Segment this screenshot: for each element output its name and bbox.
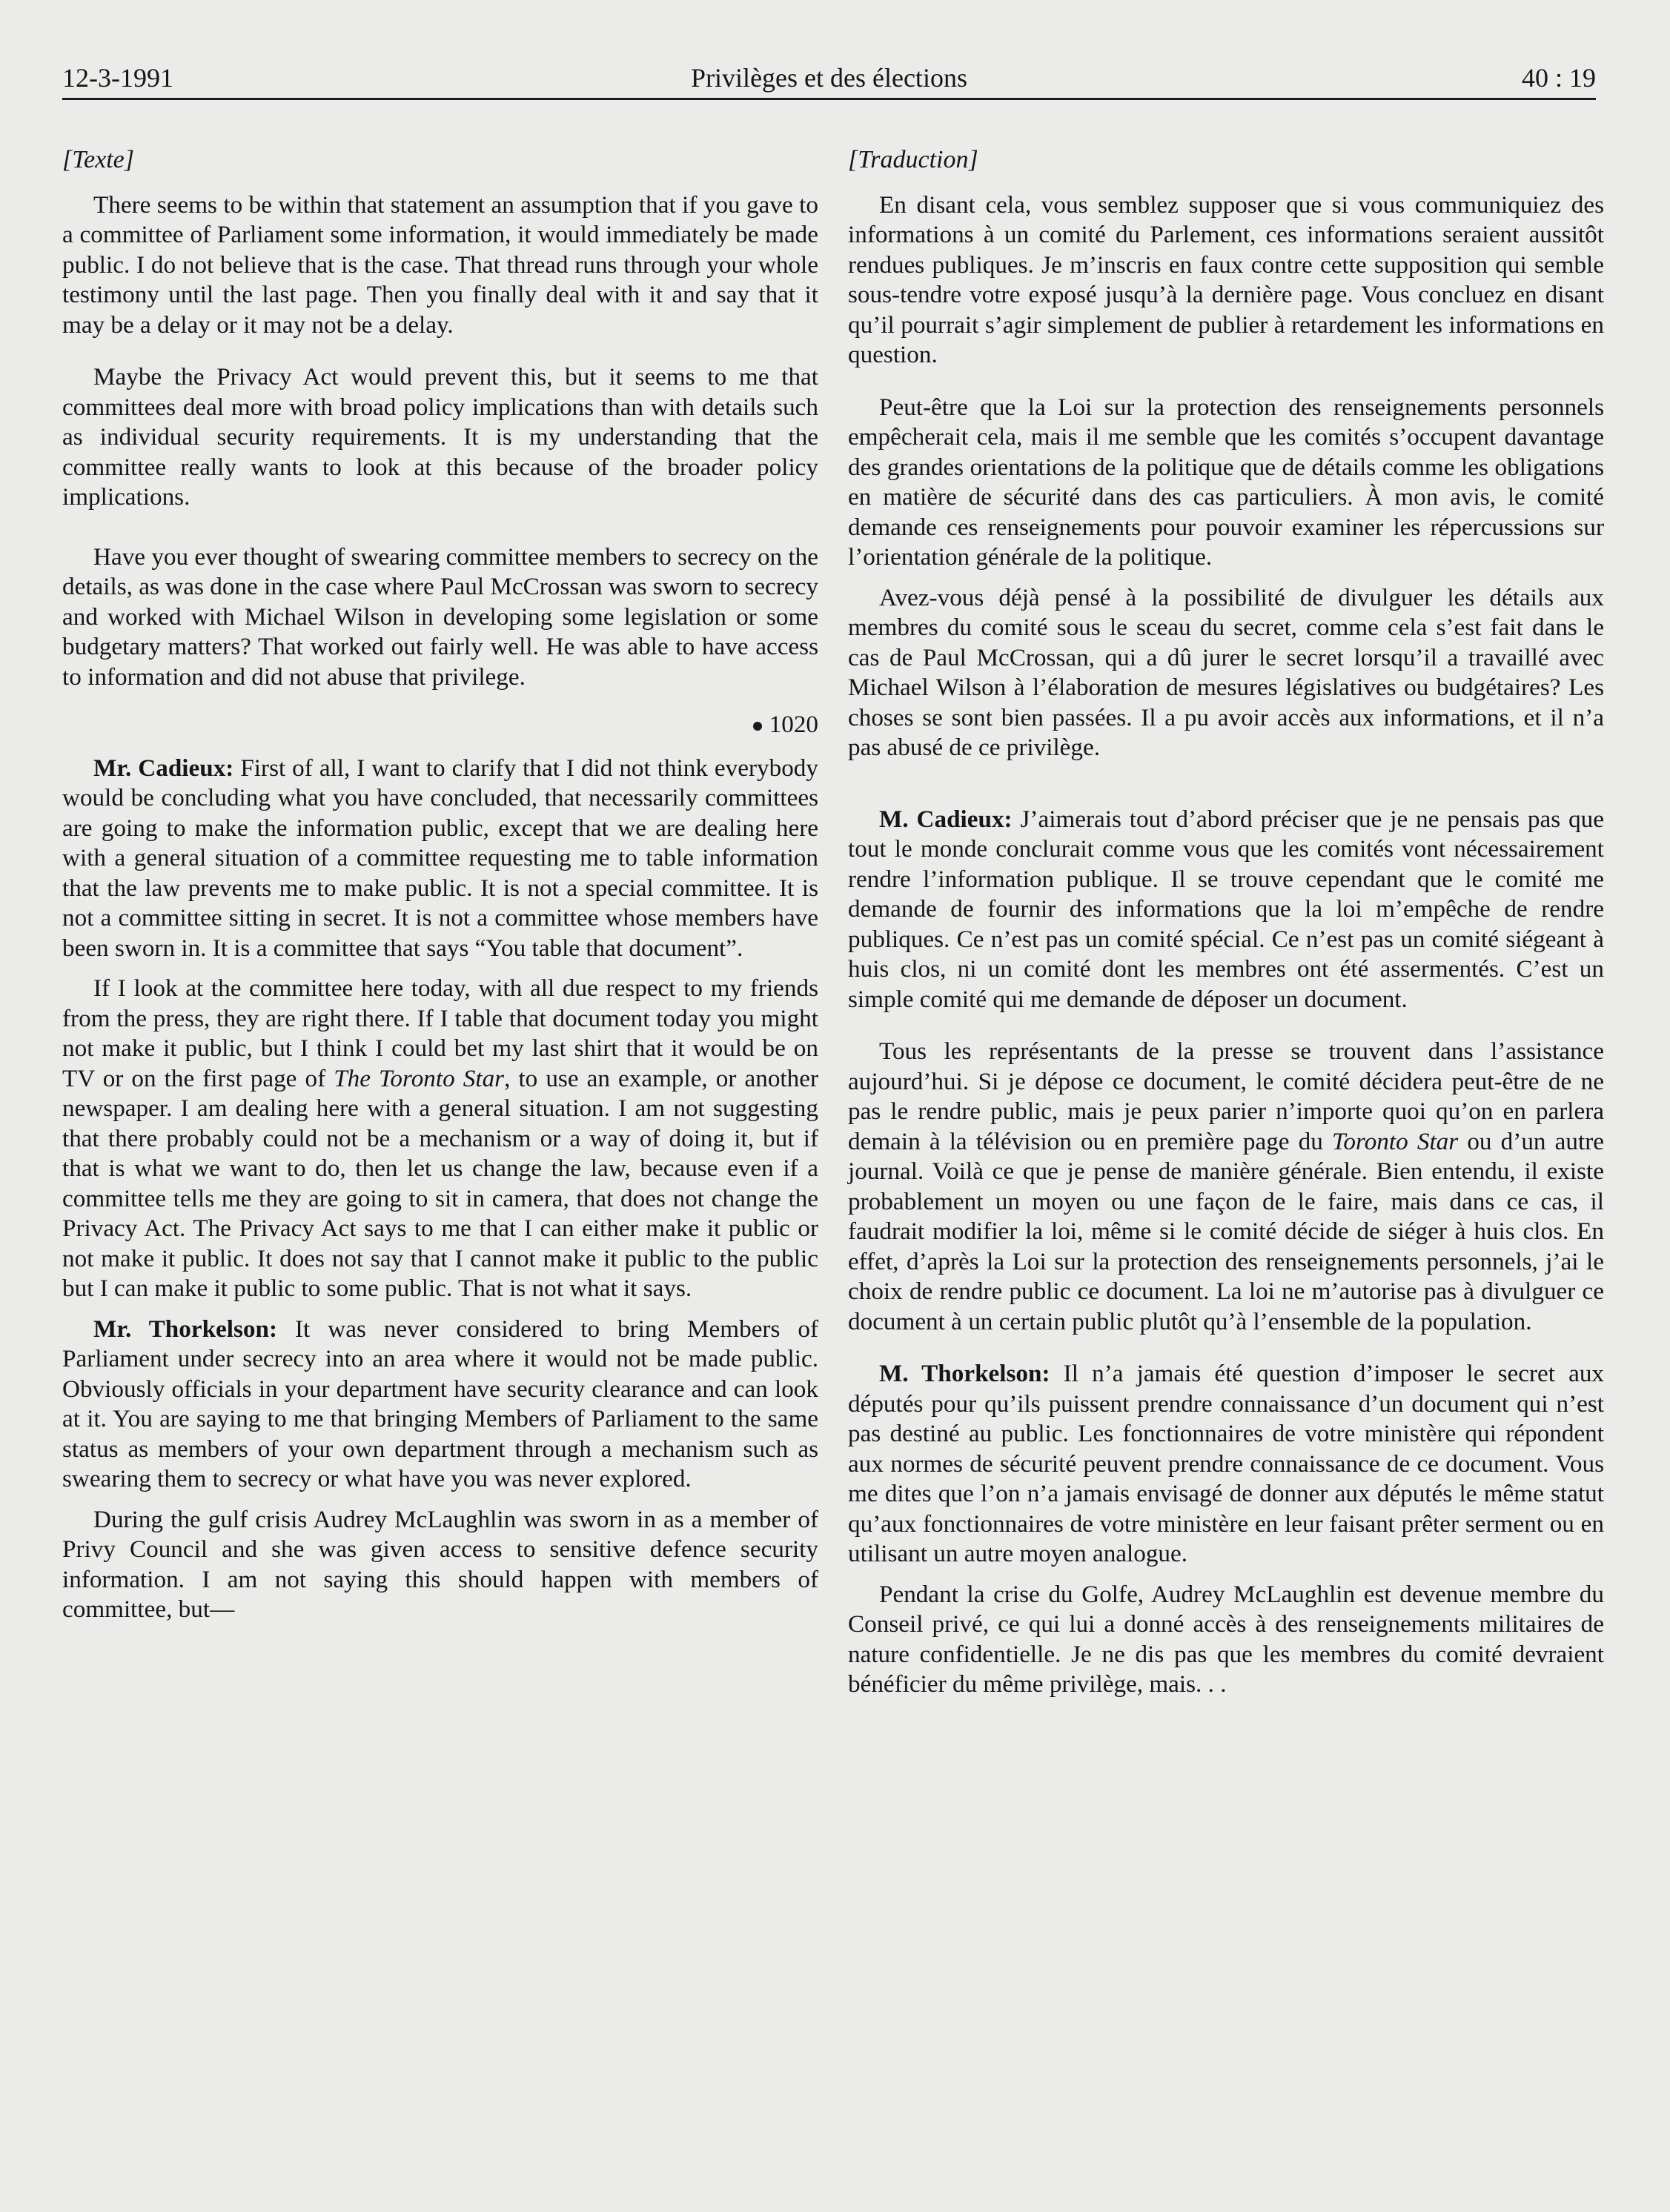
newspaper-title: Toronto Star — [1332, 1127, 1459, 1155]
paragraph — [848, 1359, 1604, 1570]
speech-text: It was never considered to bring Members of Parliament under secrecy into an area where it would not be made public. Obviously officials in your department have security clearance and can look at it. You are saying to me that bringing Members of Parliament to the same status as members of your own department through a mechanism such as swearing them to secrecy or what have you was never explored. — [62, 1315, 819, 1492]
paragraph: During the gulf crisis Audrey McLaughlin was sworn in as a member of Privy Council and she was given access to sensitive defence security information. I am not saying this should happen with members of committee, but— — [62, 1505, 818, 1623]
paragraph — [62, 1315, 818, 1495]
bullet-icon — [753, 722, 762, 731]
speech-text: ou d’un autre journal. Voilà ce que je pense de manière générale. Bien entendu, il existe probablement un moyen ou une façon de le faire, mais dans ce cas, il faudrait modifier la loi, même si le comité décide de siéger à huis clos. En effet, d’après la Loi sur la protection des renseignements personnels, j’ai le choix de rendre public ce document. La loi ne m’autorise pas à divulguer ce document à un certain public plutôt qu’à l’ensemble de la population. — [848, 1127, 1604, 1335]
header-page-number: 40 : 19 — [1521, 63, 1596, 93]
paragraph — [848, 1037, 1604, 1337]
speech-text: Tous les représentants de la presse se trouvent dans l’assistance aujourd’hui. Si je dépose ce document, le comité décidera peut-être de ne pas le rendre public, mais je peux parier n’importe quoi qu’on en parlera demain à la télévision ou en première page du — [848, 1037, 1604, 1155]
speaker-name: Mr. Cadieux: — [93, 754, 234, 782]
speech-text: J’aimerais tout d’abord préciser que je ne pensais pas que tout le monde conclurait comme vous que les comités vont nécessairement rendre l’information publique. Il se trouve cependant que le comité me demande de fournir des informations que la loi m’empêche de rendre publiques. Ce n’est pas un comité spécial. Ce n’est pas un comité siégeant à huis clos, ni un comité dont les membres ont été assermentés. C’est un simple comité qui me demande de déposer un document. — [848, 805, 1604, 1013]
english-column — [62, 145, 818, 1635]
french-column — [848, 145, 1604, 1710]
speech-text: First of all, I want to clarify that I did not think everybody would be concluding what you have concluded, that necessarily committees are going to make the information public, except that we are dealing here with a general situation of a committee requesting me to table information that the law prevents me to make public. It is not a special committee. It is not a committee sitting in secret. It is not a committee whose members have been sworn in. It is a committee that says “You table that document”. — [62, 754, 818, 962]
page-header — [62, 53, 1596, 100]
speaker-name: M. Cadieux: — [879, 805, 1013, 833]
header-title: Privilèges et des élections — [691, 63, 967, 93]
paragraph: Maybe the Privacy Act would prevent this, but it seems to me that committees deal more with broad policy implications than with details such as individual security requirements. It is my understanding that the committee really wants to look at this because of the broader policy implications. — [62, 363, 818, 511]
section-tag-traduction: [Traduction] — [848, 146, 978, 173]
speaker-name: Mr. Thorkelson: — [93, 1315, 278, 1343]
newspaper-title: The Toronto Star — [334, 1064, 505, 1092]
paragraph: En disant cela, vous semblez supposer que si vous communiquiez des informations à un comité du Parlement, ces informations seraient aussitôt rendues publiques. Je m’inscris en faux contre cette supposition qui semble sous-tendre votre exposé jusqu’à la dernière page. Vous concluez en disant qu’il pourrait s’agir simplement de publier à retardement les informations en question. — [848, 190, 1604, 368]
paragraph: Avez-vous déjà pensé à la possibilité de divulguer les détails aux membres du comité sous le sceau du secret, comme cela s’est fait dans le cas de Paul McCrossan, qui a dû jurer le secret lorsqu’il a travaillé avec Michael Wilson à l’élaboration de mesures législatives ou budgétaires? Les choses se sont bien passées. Il a pu avoir accès aux informations, et il n’a pas abusé de ce privilège. — [848, 583, 1604, 761]
header-date: 12-3-1991 — [62, 63, 173, 93]
speech-text: If I look at the committee here today, with all due respect to my friends from the press, they are right there. If I table that document today you might not make it public, but I think I could bet my last shirt that it would be on TV or on the first page of — [62, 974, 818, 1092]
section-tag-texte: [Texte] — [62, 146, 134, 173]
paragraph: Have you ever thought of swearing committee members to secrecy on the details, as was done in the case where Paul McCrossan was sworn to secrecy and worked with Michael Wilson in developing some legislation or some budgetary matters? That worked out fairly well. He was able to have access to information and did not abuse that privilege. — [62, 542, 818, 691]
speech-text: , to use an example, or another newspaper. I am dealing here with a general situation. I am not suggesting that there probably could not be a mechanism or a way of doing it, but if that is what we want to do, then let us change the law, because even if a committee tells me they are going to sit in camera, that does not change the Privacy Act. The Privacy Act says to me that I can either make it public or not make it public. It does not say that I cannot make it public to the public but I can make it public to some public. That is not what it says. — [62, 1064, 819, 1302]
paragraph — [62, 754, 818, 964]
timestamp — [62, 710, 818, 740]
paragraph: There seems to be within that statement an assumption that if you gave to a committee of Parliament some information, it would immediately be made public. I do not believe that is the case. That thread runs through your whole testimony until the last page. Then you finally deal with it and say that it may be a delay or it may not be a delay. — [62, 190, 818, 339]
paragraph: Pendant la crise du Golfe, Audrey McLaughlin est devenue membre du Conseil privé, ce qui lui a donné accès à des renseignements militaires de nature confidentielle. Je ne dis pas que les membres du comité devraient bénéficier du même privilège, mais. . . — [848, 1580, 1604, 1698]
speech-text: Il n’a jamais été question d’imposer le secret aux députés pour qu’ils puissent prendre connaissance d’un document qui n’est pas destiné au public. Les fonctionnaires de votre ministère qui répondent aux normes de sécurité peuvent prendre connaissance de ce document. Vous me dites que l’on n’a jamais envisagé de donner aux députés le même statut qu’aux fonctionnaires de votre ministère en leur faisant prêter serment ou en utilisant un autre moyen analogue. — [848, 1360, 1605, 1567]
paragraph — [848, 805, 1604, 1015]
speaker-name: M. Thorkelson: — [879, 1360, 1050, 1387]
paragraph: Peut-être que la Loi sur la protection des renseignements personnels empêcherait cela, mais il me semble que les comités s’occupent davantage des grandes orientations de la politique que de détails comme les obligations en matière de sécurité dans des cas particuliers. À mon avis, le comité demande ces renseignements pour pouvoir examiner les répercussions sur l’orientation générale de la politique. — [848, 393, 1604, 571]
paragraph — [62, 974, 818, 1304]
timestamp-value: 1020 — [769, 711, 818, 738]
